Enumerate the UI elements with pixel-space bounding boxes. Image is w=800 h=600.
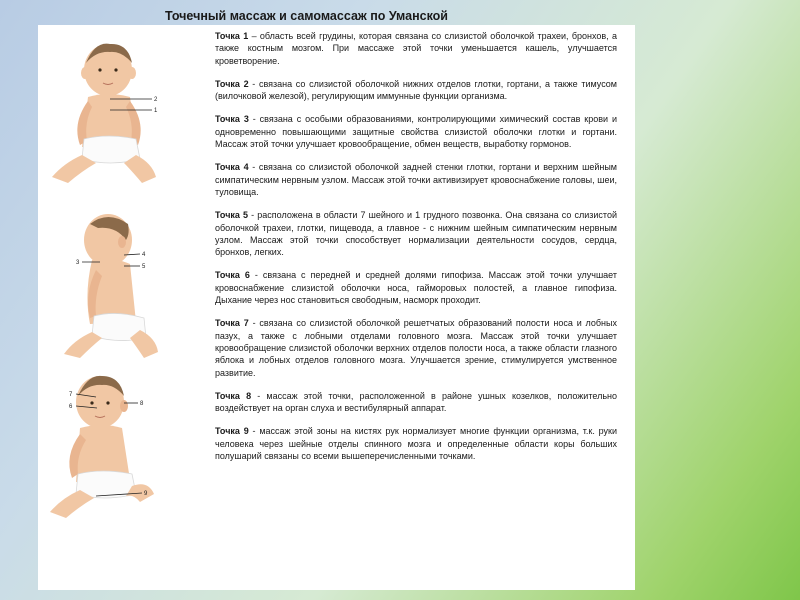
marker-2: 2 <box>154 97 158 103</box>
point-label: Точка 7 <box>215 318 249 329</box>
marker-1: 1 <box>154 108 158 114</box>
point-label: Точка 5 <box>215 210 249 221</box>
point-label: Точка 3 <box>215 114 249 125</box>
point-3-paragraph <box>215 113 617 150</box>
point-description: - связана с передней и средней долями гипофиза. Массаж этой точки улучшает кровоснабжение слизистой оболочки носа, гайморовых полостей, а главное гипофиза. Дыхание через нос становиться свободным, насморк проходит. <box>215 270 617 306</box>
point-label: Точка 1 <box>215 31 249 41</box>
point-label: Точка 9 <box>215 426 249 437</box>
marker-3: 3 <box>76 260 80 266</box>
baby-side-illustration <box>40 210 170 360</box>
point-2-paragraph <box>215 78 617 103</box>
marker-9: 9 <box>144 491 148 497</box>
point-5-paragraph <box>215 209 617 258</box>
marker-5: 5 <box>142 264 146 270</box>
point-description: - расположена в области 7 шейного и 1 грудного позвонка. Она связана со слизистой оболочкой трахеи, глотки, пищевода, а главное - с нижним шейным симпатическим нервным узлом. Массаж этой точки способствует нормализации деятельности сосудов, сердца, бронхов, легких. <box>215 210 617 258</box>
point-1-paragraph <box>215 30 617 67</box>
marker-7: 7 <box>69 392 73 398</box>
baby-face-illustration <box>40 370 170 520</box>
marker-4: 4 <box>142 252 146 258</box>
point-label: Точка 4 <box>215 162 249 173</box>
slide-title: Точечный массаж и самомассаж по Уманской <box>165 9 448 23</box>
point-label: Точка 2 <box>215 78 249 89</box>
point-description: - массаж этой зоны на кистях рук нормализует многие функции организма, т.к. руки человека через шейные отделы спинного мозга и определенные области коры больших полушарий связаны со всеми вышеперечисленными точками. <box>215 426 617 462</box>
point-description: - массаж этой точки, расположенной в районе ушных козелков, положительно воздействует на орган слуха и вестибулярный аппарат. <box>215 390 617 414</box>
point-description: - связана с особыми образованиями, контролирующими химический состав крови и одновременно повышающими защитные свойства слизистой оболочки глотки и гортани. Массаж этой точки улучшает кровообращение, обмен веществ, выработку гормонов. <box>215 114 617 150</box>
baby-front-illustration <box>40 35 170 185</box>
points-list <box>215 30 617 473</box>
point-label: Точка 6 <box>215 270 250 281</box>
point-7-paragraph <box>215 317 617 378</box>
marker-8: 8 <box>140 401 144 407</box>
point-description: - связана со слизистой оболочкой нижних отделов глотки, гортани, а также тимусом (вилочковой железой), регулирующим иммунные функции организма. <box>215 78 617 102</box>
point-description: – область всей грудины, которая связана со слизистой оболочкой трахеи, бронхов, а также костным мозгом. При массаже этой точки уменьшается кашель, улучшается кроветворение. <box>215 31 617 66</box>
point-description: - связана со слизистой оболочкой задней стенки глотки, гортани и верхним шейным симпатическим нервным узлом. Массаж этой точки активизирует кровоснабжение головы, шеи, туловища. <box>215 162 617 197</box>
point-label: Точка 8 <box>215 390 252 401</box>
point-description: - связана со слизистой оболочкой решетчатых образований полости носа и лобных пазух, а также с лобными отделами головного мозга. Массаж этой точки улучшает кровообращение слизистой оболочки верхних отделов полости носа, а также области глазного яблока и лобных отделов головного мозга. Улучшается зрение, стимулируется умственное развитие. <box>215 318 617 378</box>
point-6-paragraph <box>215 269 617 306</box>
point-8-paragraph <box>215 390 617 415</box>
point-4-paragraph <box>215 161 617 198</box>
point-9-paragraph <box>215 425 617 462</box>
marker-6: 6 <box>69 404 73 410</box>
